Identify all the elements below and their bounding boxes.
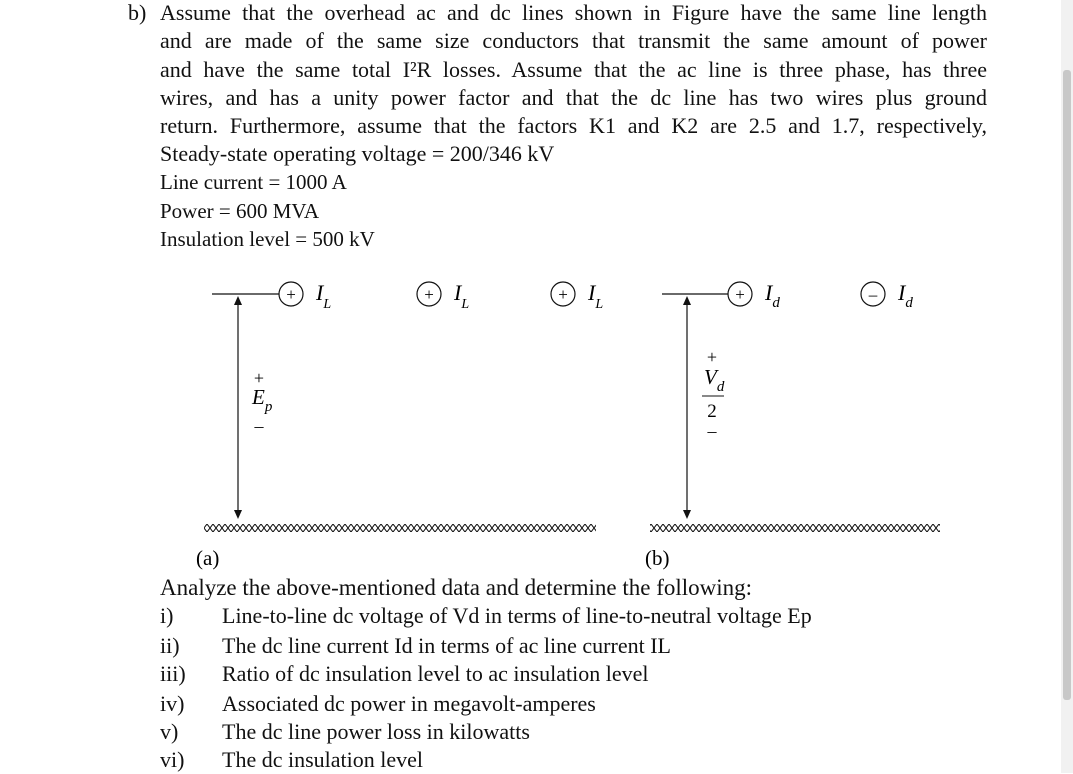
ac-caption: (a) xyxy=(196,546,220,570)
ac-voltage-minus: – xyxy=(254,416,264,436)
ac-current-label: $I_L$ xyxy=(588,280,604,312)
ac-conductor-1 xyxy=(279,280,331,312)
intro-line-3: and have the same total I²R losses. Assume that the ac line is three phase, has three xyxy=(160,57,987,82)
vertical-scrollbar-thumb[interactable] xyxy=(1063,70,1071,700)
dc-caption: (b) xyxy=(645,546,670,570)
intro-line-1: Assume that the overhead ac and dc lines shown in Figure have the same line length xyxy=(160,0,987,25)
ac-conductor-sign: + xyxy=(558,285,568,304)
ac-voltage-symbol: $E_p$ xyxy=(252,385,273,415)
question-num-4: iv) xyxy=(160,691,185,716)
dc-current-label: $I_d$ xyxy=(898,280,913,311)
question-num-6: vi) xyxy=(160,747,185,772)
question-text-4: Associated dc power in megavolt-amperes xyxy=(222,691,596,716)
intro-line-2: and are made of the same size conductors that transmit the same amount of power xyxy=(160,28,987,53)
dc-voltage-minus: – xyxy=(707,421,717,441)
ac-conductor-3 xyxy=(551,280,603,312)
dc-voltage-label xyxy=(702,347,725,441)
question-text-2: The dc line current Id in terms of ac line current IL xyxy=(222,633,671,658)
intro-line-4: wires, and has a unity power factor and that the dc line has two wires plus ground xyxy=(160,85,987,110)
ac-conductor-2 xyxy=(417,280,469,312)
dc-arrowhead-top xyxy=(683,296,691,305)
questions-intro: Analyze the above-mentioned data and determine the following: xyxy=(160,575,753,600)
dc-ground xyxy=(650,524,940,532)
param-current: Line current = 1000 A xyxy=(160,170,347,194)
ac-arrowhead-bottom xyxy=(234,510,242,519)
dc-conductor-sign: + xyxy=(735,285,745,304)
dc-voltage-symbol: $V_d$ xyxy=(704,365,725,395)
question-num-5: v) xyxy=(160,719,179,744)
param-voltage: Steady-state operating voltage = 200/346 kV xyxy=(160,141,555,166)
ac-voltage-plus: + xyxy=(253,368,265,388)
param-insulation: Insulation level = 500 kV xyxy=(160,227,375,251)
ac-conductor-sign: + xyxy=(424,285,434,304)
ac-arrowhead-top xyxy=(234,296,242,305)
param-power: Power = 600 MVA xyxy=(160,199,320,223)
question-text-3: Ratio of dc insulation level to ac insulation level xyxy=(222,661,649,686)
problem-label: b) xyxy=(128,0,147,25)
ac-conductor-sign: + xyxy=(286,285,296,304)
ac-ground xyxy=(204,524,596,532)
question-num-2: ii) xyxy=(160,633,180,658)
ac-voltage-label xyxy=(251,368,273,436)
dc-figure xyxy=(645,280,940,570)
dc-arrowhead-bottom xyxy=(683,510,691,519)
question-text-6: The dc insulation level xyxy=(222,747,423,772)
dc-conductor-negative xyxy=(861,280,913,311)
dc-conductor-positive xyxy=(728,280,780,311)
question-num-1: i) xyxy=(160,603,174,628)
dc-conductor-sign: – xyxy=(868,285,878,304)
ac-figure xyxy=(196,280,603,570)
question-text-1: Line-to-line dc voltage of Vd in terms of line-to-neutral voltage Ep xyxy=(222,603,812,628)
ac-current-label: $I_L$ xyxy=(316,280,332,312)
intro-line-5: return. Furthermore, assume that the factors K1 and K2 are 2.5 and 1.7, respectively, xyxy=(160,113,987,138)
question-num-3: iii) xyxy=(160,661,186,686)
ac-current-label: $I_L$ xyxy=(454,280,470,312)
dc-voltage-plus: + xyxy=(706,347,718,367)
dc-voltage-divisor: 2 xyxy=(707,401,717,422)
dc-current-label: $I_d$ xyxy=(765,280,780,311)
question-text-5: The dc line power loss in kilowatts xyxy=(222,719,530,744)
